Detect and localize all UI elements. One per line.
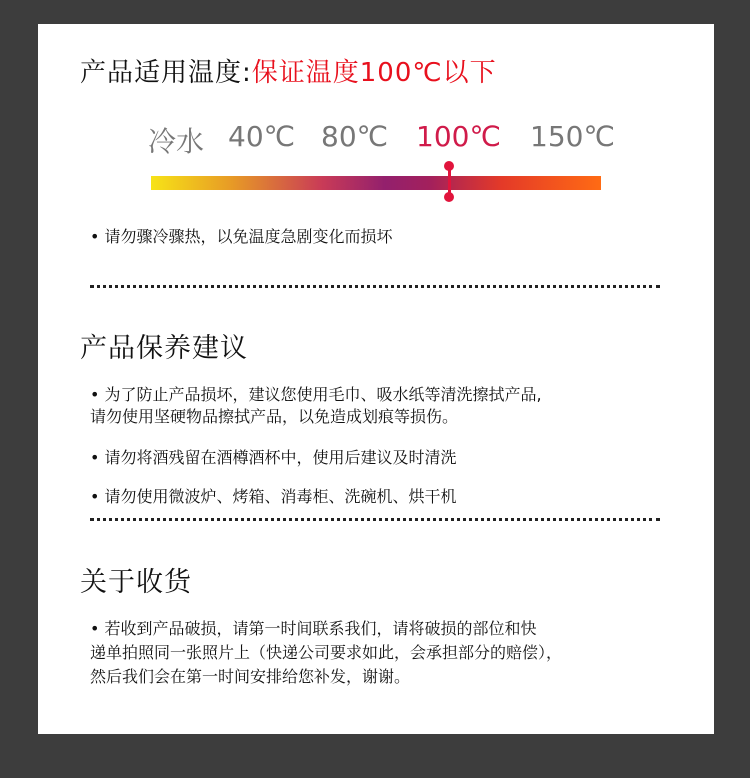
- care-item-1-line-1: • 为了防止产品损坏，建议您使用毛巾、吸水纸等清洗擦拭产品,: [90, 385, 542, 404]
- receive-line-3: 然后我们会在第一时间安排给您补发，谢谢。: [90, 667, 411, 686]
- care-section-title: 产品保养建议: [80, 333, 248, 364]
- receive-line-1: • 若收到产品破损，请第一时间联系我们，请将破损的部位和快: [90, 619, 537, 638]
- receive-line-2: 递单拍照同一张照片上（快递公司要求如此，会承担部分的赔偿），: [90, 643, 563, 662]
- care-item-1: [90, 384, 670, 428]
- temperature-gradient-bar: [151, 176, 601, 190]
- care-item-3: • 请勿使用微波炉、烤箱、消毒柜、洗碗机、烘干机: [90, 487, 457, 506]
- temperature-label: 产品适用温度:: [80, 58, 252, 88]
- scale-80-label: 80℃: [321, 120, 389, 153]
- care-item-2: • 请勿将酒残留在酒樽酒杯中，使用后建议及时清洗: [90, 448, 457, 467]
- temperature-limit: 保证温度100℃以下: [251, 58, 497, 88]
- temperature-marker-top-dot: [444, 161, 454, 171]
- scale-cold-label: 冷水: [148, 125, 205, 158]
- scale-150-label: 150℃: [530, 120, 615, 153]
- scale-40-label: 40℃: [228, 120, 296, 153]
- temperature-marker-bottom-dot: [444, 192, 454, 202]
- dotted-divider-2: [90, 518, 660, 521]
- receive-text: [90, 617, 670, 689]
- temperature-note: • 请勿骤冷骤热，以免温度急剧变化而损坏: [90, 227, 393, 246]
- receive-section-title: 关于收货: [80, 567, 192, 598]
- dotted-divider-1: [90, 285, 660, 288]
- scale-100-label: 100℃: [416, 120, 501, 153]
- care-item-1-line-2: 请勿使用坚硬物品擦拭产品，以免造成划痕等损伤。: [90, 407, 459, 426]
- temperature-title: [80, 52, 497, 89]
- content-card: [38, 24, 714, 734]
